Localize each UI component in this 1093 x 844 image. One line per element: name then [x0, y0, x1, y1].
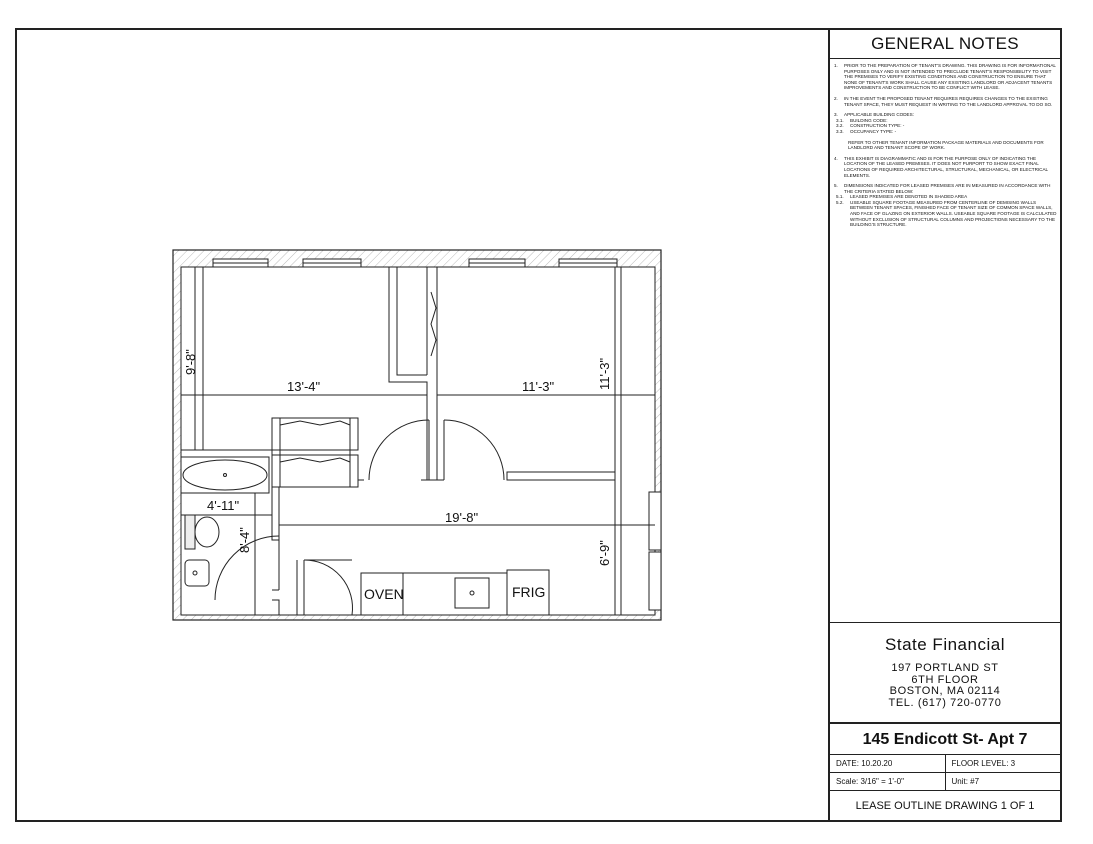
note-5: 5. DIMENSIONS INDICATED FOR LEASED PREMISES ARE IN MEASURED IN ACCORDANCE WITH THE CRITERIA STATED BELOW:	[834, 183, 1051, 194]
dim-living-depth: 6'-9"	[597, 540, 612, 566]
project-scale: Scale: 3/16" = 1'-0"	[836, 777, 904, 786]
project-title: 145 Endicott St- Apt 7	[830, 722, 1060, 756]
floor-plan-area	[17, 30, 827, 820]
note-5-1: 5.1. LEASED PREMISES ARE DENOTED IN SHADED AREA	[836, 194, 968, 200]
dim-bath-depth: 8'-4"	[237, 527, 252, 553]
dimension-labels	[17, 30, 827, 820]
fridge-label: FRIG	[512, 584, 546, 600]
company-address-1: 197 PORTLAND ST	[891, 662, 999, 674]
dim-left-bedroom-width: 13'-4"	[287, 379, 321, 394]
general-notes	[830, 59, 1060, 228]
dim-right-bedroom-height: 11'-3"	[597, 357, 612, 390]
company-phone: TEL. (617) 720-0770	[888, 696, 1002, 709]
project-scale-unit-row	[830, 772, 1060, 791]
dim-right-bedroom-width: 11'-3"	[522, 379, 555, 394]
note-3: 3. APPLICABLE BUILDING CODES:	[834, 112, 914, 118]
sheet-name: LEASE OUTLINE DRAWING 1 OF 1	[830, 790, 1060, 821]
project-unit: Unit: #7	[945, 773, 1061, 791]
drawing-sheet	[15, 28, 1062, 822]
note-refer: REFER TO OTHER TENANT INFORMATION PACKAGE MATERIALS AND DOCUMENTS FOR LANDLORD AND TENANT SCOPE OF WORK.	[848, 139, 1044, 151]
company-name: State Financial	[885, 635, 1005, 654]
note-3-1: 3.1. BUILDING CODE:	[836, 117, 888, 123]
company-block	[830, 622, 1060, 723]
company-address-3: BOSTON, MA 02114	[889, 685, 1001, 697]
title-block	[828, 30, 1060, 820]
dim-left-bedroom-height: 9'-8"	[183, 349, 198, 375]
note-4: 4. THIS EXHIBIT IS DIAGRAMMATIC AND IS FOR THE PURPOSE ONLY OF INDICATING THE LOCATION OF THE LEASED PREMISES. IT DOES NOT PURPORT TO SHOW EXACT FINAL LOCATIONS OF REQUIRED ARCHITECTURAL, STRUCTURAL, MECHANICAL, OR ELECTRICAL ELEMENTS.	[834, 155, 1048, 178]
project-date-floor-row	[830, 754, 1060, 773]
company-address-2: 6TH FLOOR	[911, 673, 979, 686]
dim-living-width: 19'-8"	[445, 510, 479, 525]
note-3-3: 3.3. OCCUPANCY TYPE: -	[836, 128, 897, 134]
note-3-2: 3.2. CONSTRUCTION TYPE: -	[836, 123, 905, 129]
dim-bath-width: 4'-11"	[207, 498, 240, 513]
note-5-2: 5.2. USEABLE SQUARE FOOTAGE MEASURED FROM CENTERLINE OF DEMISING WALLS BETWEEN TENANT SPACES, FINISHED FACE OF TENANT SIZE OF COMMON SPACE WALLS, AND FACE OF GLAZING ON EXTERIOR WALLS. USEABLE SQUARE FOOTAGE IS CALCULATED WITHOUT EXCLUSION OF STRUCTURAL COLUMNS AND PROJECTIONS NECESSARY TO THE BUILDING'S STRUCTURE.	[836, 199, 1057, 228]
project-date: DATE: 10.20.20	[836, 759, 893, 768]
note-2: 2. IN THE EVENT THE PROPOSED TENANT REQUIRES REQUIRES CHANGES TO THE EXISTING TENANT SPACE, THEY MUST REQUEST IN WRITING TO THE LANDLORD APPROVAL TO DO SO.	[834, 95, 1053, 107]
project-floor: FLOOR LEVEL: 3	[945, 755, 1061, 773]
general-notes-title: GENERAL NOTES	[830, 30, 1060, 59]
oven-label: OVEN	[364, 586, 404, 602]
note-1: 1. PRIOR TO THE PREPARATION OF TENANT'S DRAWING. THIS DRAWING IS FOR INFORMATIONAL PURPOSES ONLY AND IS NOT INTENDED TO PRECLUDE TENANT'S RESPONSIBILITY TO VISIT THE PREMISES TO VERIFY EXISTING CONDITIONS AND CONSTRUCTION TO ENSURE THAT NONE OF TENANT'S WORK SHALL CAUSE ANY EXISTING LANDLORD OR ADJACENT TENANTS IMPROVEMENTS AND CONSTRUCTION TO BE CONFLICT WITH LEASE.	[834, 63, 1056, 91]
